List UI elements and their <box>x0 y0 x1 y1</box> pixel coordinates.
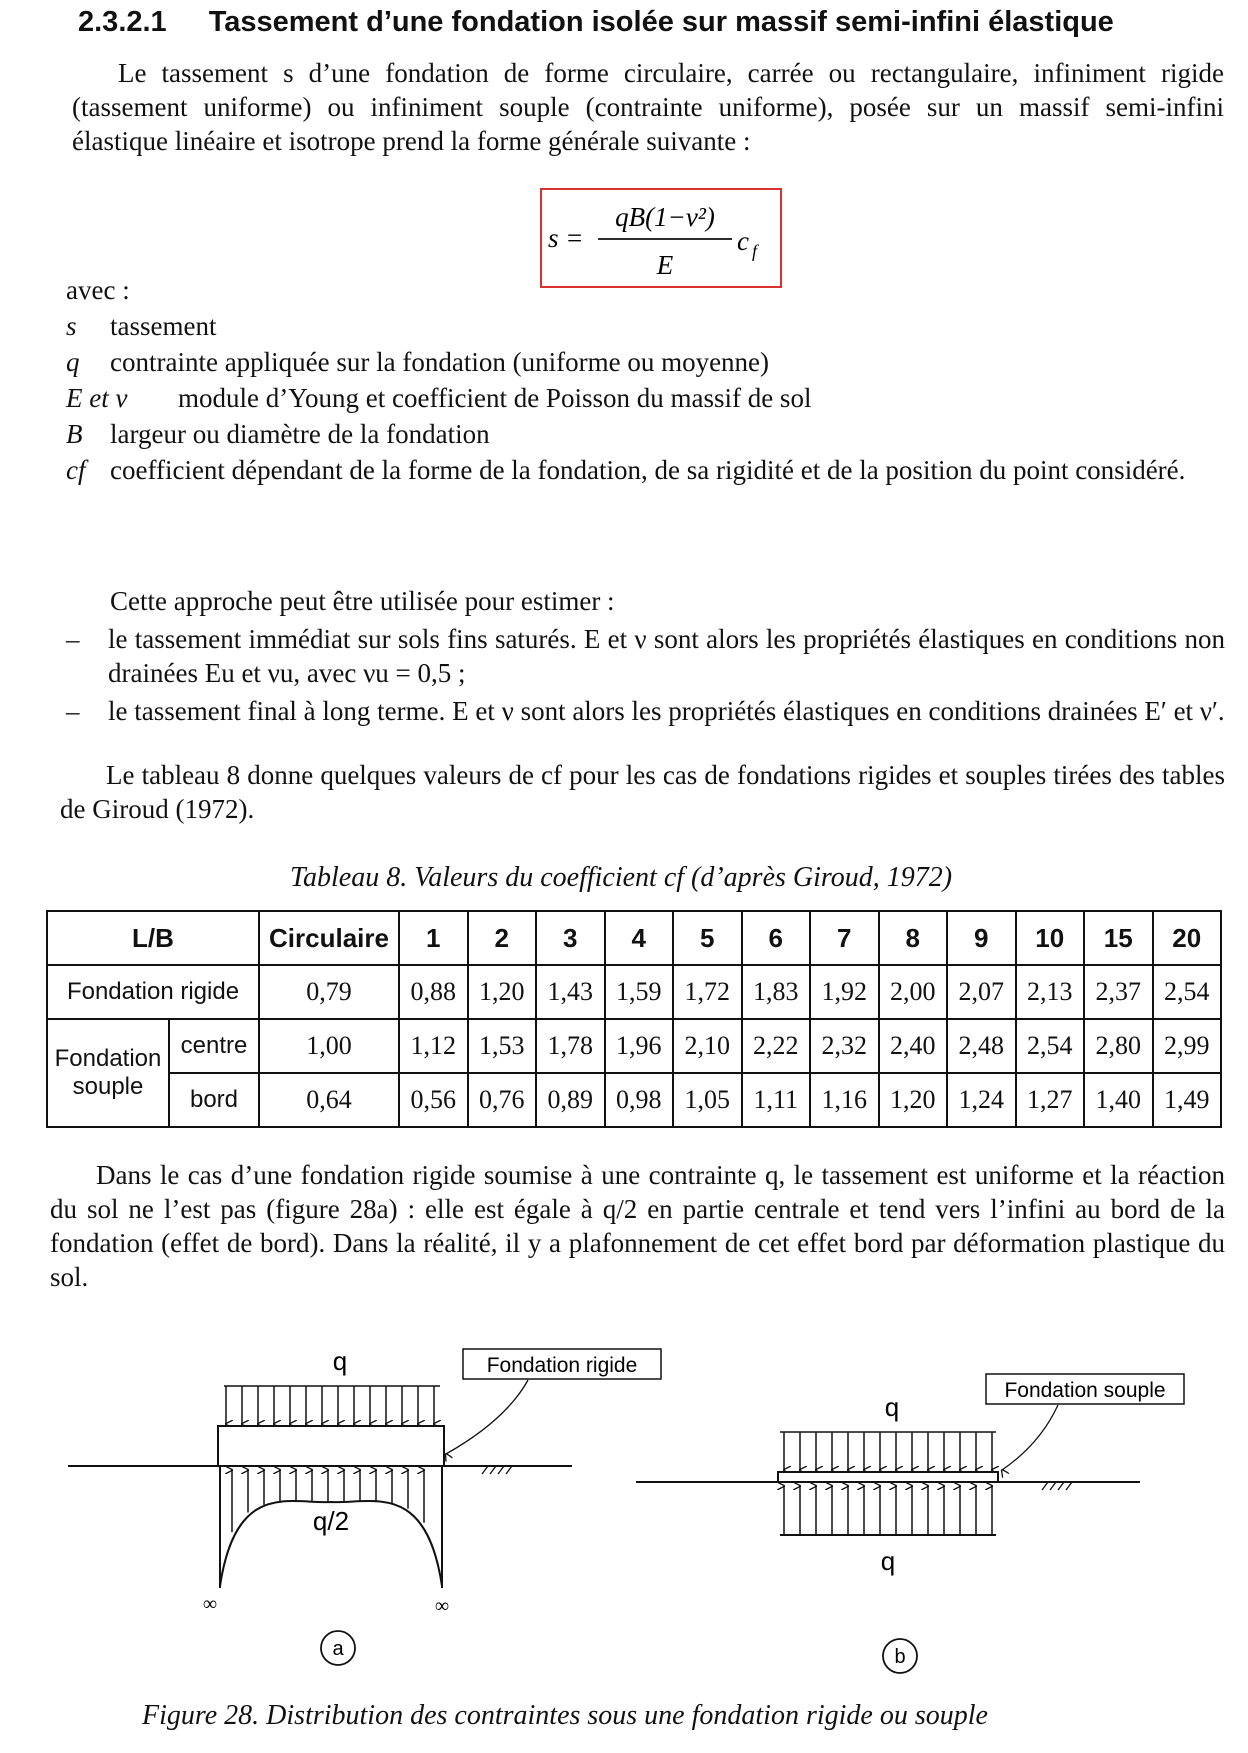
row-label-rigid: Fondation rigide <box>47 965 259 1019</box>
definitions-intro: avec : <box>66 275 130 305</box>
load-label-b: q <box>884 1392 900 1422</box>
cell-rigid: 1,83 <box>742 965 811 1019</box>
section-heading <box>78 6 1114 39</box>
callout-label-a: Fondation rigide <box>486 1354 638 1377</box>
load-arrows-b <box>780 1432 996 1470</box>
header-lb: L/B <box>47 911 259 965</box>
header-col: 2 <box>468 911 537 965</box>
header-col: 4 <box>605 911 674 965</box>
label-b: b <box>894 1646 906 1668</box>
cell-rigid: 2,37 <box>1084 965 1153 1019</box>
ground-hatch-a <box>478 1466 514 1474</box>
cell-centre: 1,53 <box>468 1019 537 1073</box>
row-label-soft: Fondation souple <box>47 1019 169 1127</box>
definition-s: s tassement <box>66 311 217 341</box>
intro-paragraph <box>72 56 1224 158</box>
approach-section <box>60 584 1225 732</box>
table-caption: Tableau 8. Valeurs du coefficient cf (d’après Giroud, 1972) <box>290 862 953 893</box>
header-col: 8 <box>879 911 948 965</box>
ground-hatch-b <box>1042 1482 1072 1490</box>
header-col: 20 <box>1153 911 1222 965</box>
figure-28-diagram <box>0 1320 1248 1700</box>
callout-arrow-a <box>446 1380 528 1454</box>
cell-edge: 1,24 <box>947 1073 1016 1127</box>
section-title: Tassement d’une fondation isolée sur massif semi-infini élastique <box>208 6 1114 38</box>
cell-edge: 1,20 <box>879 1073 948 1127</box>
cell-rigid: 1,20 <box>468 965 537 1019</box>
definition-q: q contrainte appliquée sur la fondation (uniforme ou moyenne) <box>66 347 770 377</box>
cell-edge: 0,89 <box>536 1073 605 1127</box>
cell-edge: 1,27 <box>1016 1073 1085 1127</box>
section-number: 2.3.2.1 <box>78 6 167 38</box>
cell-rigid: 0,88 <box>399 965 468 1019</box>
load-arrows-a <box>224 1386 440 1424</box>
infinity-right: ∞ <box>434 1595 450 1617</box>
flexible-foundation-strip <box>778 1472 998 1482</box>
cell-edge-circ: 0,64 <box>259 1073 399 1127</box>
table-row-soft-centre <box>47 1019 1221 1073</box>
cell-centre: 2,32 <box>810 1019 879 1073</box>
cell-centre: 2,54 <box>1016 1019 1085 1073</box>
header-col: 10 <box>1016 911 1085 965</box>
cell-centre: 2,40 <box>879 1019 948 1073</box>
cell-edge: 1,11 <box>742 1073 811 1127</box>
cell-rigid: 2,13 <box>1016 965 1085 1019</box>
cell-edge: 1,40 <box>1084 1073 1153 1127</box>
cell-rigid: 1,59 <box>605 965 674 1019</box>
cell-centre: 2,99 <box>1153 1019 1222 1073</box>
cell-edge: 0,76 <box>468 1073 537 1127</box>
cell-centre: 1,96 <box>605 1019 674 1073</box>
cell-edge: 1,05 <box>673 1073 742 1127</box>
cell-centre-circ: 1,00 <box>259 1019 399 1073</box>
cell-rigid: 1,43 <box>536 965 605 1019</box>
header-col: 1 <box>399 911 468 965</box>
formula-denominator: E <box>656 250 674 280</box>
load-label-a: q <box>332 1346 348 1376</box>
cell-centre: 2,48 <box>947 1019 1016 1073</box>
reaction-label-b: q <box>880 1546 896 1576</box>
definition-e-nu: E et ν module d’Young et coefficient de Poisson du massif de sol <box>66 383 812 413</box>
header-col: 7 <box>810 911 879 965</box>
header-col: 15 <box>1084 911 1153 965</box>
cell-edge: 1,49 <box>1153 1073 1222 1127</box>
cell-edge: 0,98 <box>605 1073 674 1127</box>
intro-text: Le tassement s d’une fondation de forme circulaire, carrée ou rectangulaire, infiniment rigide (tassement uniforme) ou infiniment souple (contrainte uniforme), posée sur un massif semi-infini élastique linéaire et isotrope prend la forme générale suivante : <box>72 58 1224 156</box>
cf-values-table <box>46 910 1222 1128</box>
table-row-rigid <box>47 965 1221 1019</box>
cell-rigid: 2,54 <box>1153 965 1222 1019</box>
row-label-bord: bord <box>169 1073 259 1127</box>
diagram-b-flexible <box>636 1374 1184 1673</box>
infinity-left: ∞ <box>202 1593 218 1615</box>
approach-intro: Cette approche peut être utilisée pour estimer : <box>110 586 615 616</box>
definition-b: B largeur ou diamètre de la fondation <box>66 419 490 449</box>
label-a: a <box>332 1638 344 1660</box>
header-col: 6 <box>742 911 811 965</box>
approach-bullet-immediate: – le tassement immédiat sur sols fins saturés. E et ν sont alors les propriétés élastiques en conditions non drainées Eu et νu, avec νu = 0,5 ; <box>66 624 1225 688</box>
cell-edge: 1,16 <box>810 1073 879 1127</box>
rigid-foundation-block <box>218 1426 444 1466</box>
table-intro-paragraph: Le tableau 8 donne quelques valeurs de cf pour les cas de fondations rigides et souples tirées des tables de Giroud (1972). <box>60 760 1225 824</box>
cell-centre: 1,12 <box>399 1019 468 1073</box>
cell-rigid: 2,00 <box>879 965 948 1019</box>
figure-caption: Figure 28. Distribution des contraintes sous une fondation rigide ou souple <box>142 1700 988 1731</box>
row-label-centre: centre <box>169 1019 259 1073</box>
cell-rigid: 2,07 <box>947 965 1016 1019</box>
formula-factor-sub: f <box>752 241 758 261</box>
rigid-foundation-paragraph: Dans le cas d’une fondation rigide soumise à une contrainte q, le tassement est uniforme et la réaction du sol ne l’est pas (figure 28a) : elle est égale à q/2 en partie centrale et tend vers l’infini au bord de la fondation (effet de bord). Dans la réalité, il y a plafonnement de cet effet bord par déformation plastique du sol. <box>50 1160 1225 1292</box>
formula-factor: c <box>737 226 749 256</box>
diagram-a-rigid <box>68 1346 661 1665</box>
formula-lhs: s = <box>548 223 584 253</box>
callout-arrow-b <box>1002 1405 1058 1470</box>
cell-rigid: 1,72 <box>673 965 742 1019</box>
reaction-arrows-b <box>784 1486 992 1535</box>
header-circulaire: Circulaire <box>259 911 399 965</box>
reaction-label-a: q/2 <box>312 1506 350 1536</box>
cell-edge: 0,56 <box>399 1073 468 1127</box>
cell-centre: 2,80 <box>1084 1019 1153 1073</box>
header-col: 9 <box>947 911 1016 965</box>
cell-centre: 2,10 <box>673 1019 742 1073</box>
approach-bullet-final: – le tassement final à long terme. E et ν sont alors les propriétés élastiques en conditions drainées E′ et ν′. <box>66 696 1225 726</box>
definitions-list <box>66 272 1226 488</box>
callout-label-b: Fondation souple <box>1004 1379 1166 1402</box>
cell-rigid-circ: 0,79 <box>259 965 399 1019</box>
cell-centre: 1,78 <box>536 1019 605 1073</box>
header-col: 5 <box>673 911 742 965</box>
formula-numerator: qB(1−ν²) <box>615 202 715 232</box>
table-header-row <box>47 911 1221 965</box>
cell-centre: 2,22 <box>742 1019 811 1073</box>
header-col: 3 <box>536 911 605 965</box>
table-row-soft-edge <box>47 1073 1221 1127</box>
cell-rigid: 1,92 <box>810 965 879 1019</box>
definition-cf: cf coefficient dépendant de la forme de la fondation, de sa rigidité et de la position du point considéré. <box>66 455 1186 485</box>
